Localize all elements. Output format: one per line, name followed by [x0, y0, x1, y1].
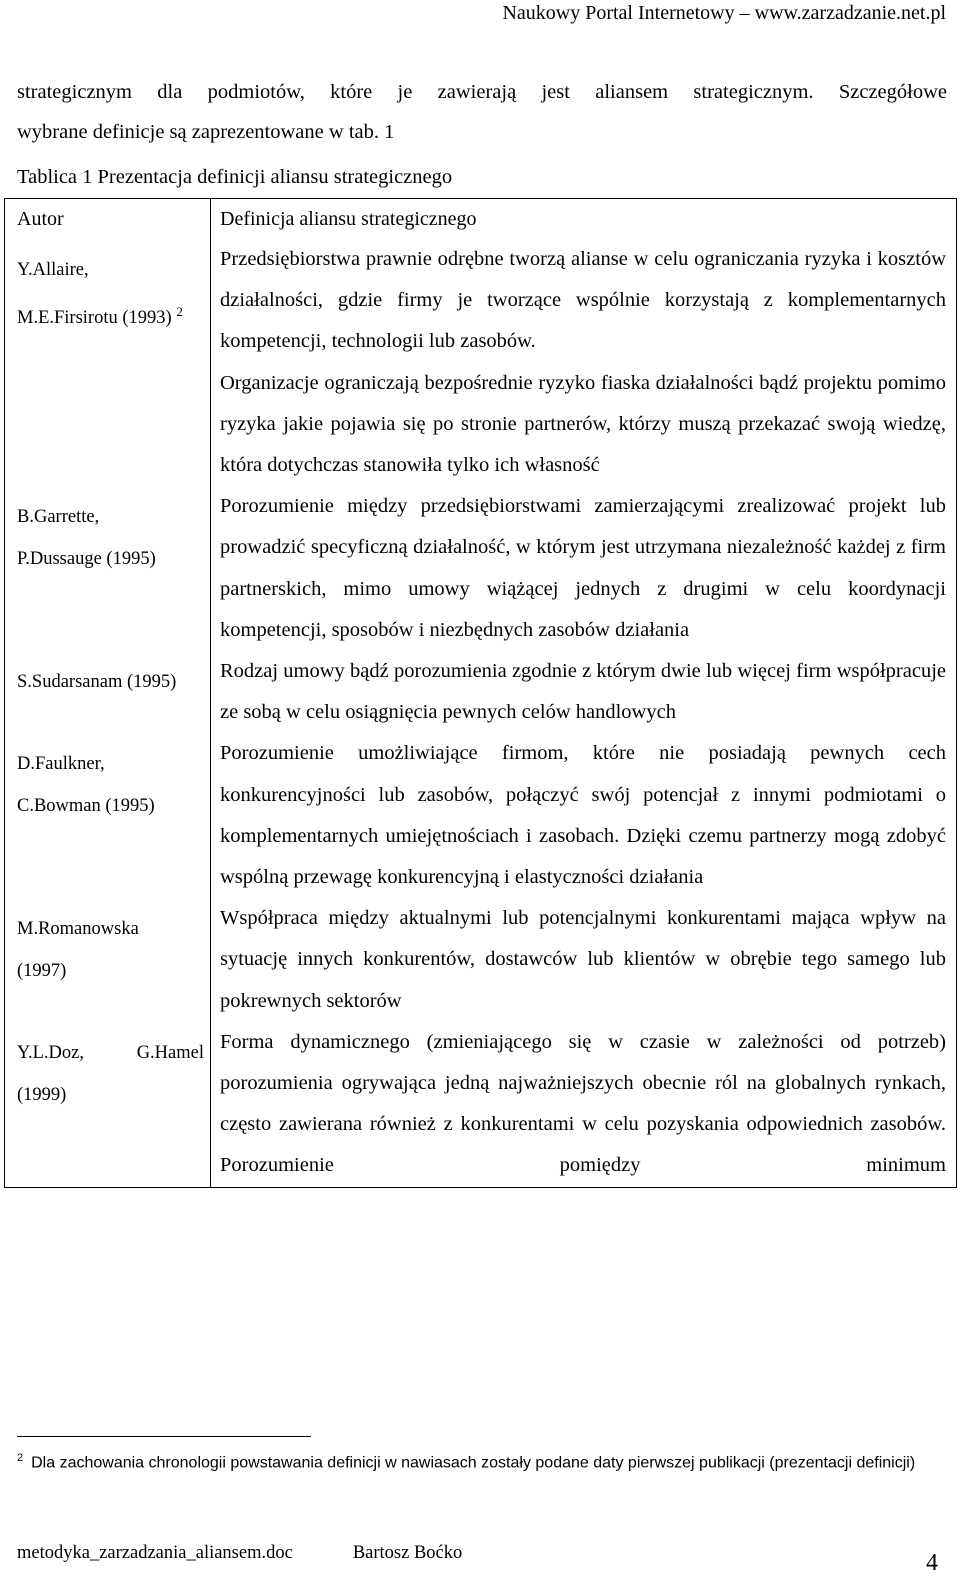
author-text: B.Garrette,	[17, 507, 100, 528]
intro-line-1: strategicznym dla podmiotów, które je zawierają jest aliansem strategicznym. Szczegółowe	[17, 81, 947, 103]
author-text: Y.Allaire,	[17, 260, 89, 280]
definition-cell	[211, 733, 957, 898]
author-line	[17, 661, 204, 703]
table-row	[5, 239, 957, 486]
definition-text: Forma dynamicznego (zmieniającego się w czasie w zależności od potrzeb) porozumienia ogrywająca jedną najważniejszych obecnie ról na globalnych rynkach, często zawierana również z konkurentami w celu pozyskania odpowiednich zasobów. Porozumienie pomiędzy minimum	[220, 1030, 946, 1177]
author-name: Y.L.Doz,	[17, 1042, 84, 1063]
definition-text: Porozumienie między przedsiębiorstwami zamierzającymi zrealizować projekt lub prowadzić specyficzną działalność, w którym jest utrzymana niezależność każdej z firm partnerskich, mimo umowy wiążącej jednych z drugimi w celu koordynacji kompetencji, sposobów i niezbędnych zasobów działania	[220, 495, 946, 641]
author-text: D.Faulkner,	[17, 754, 105, 775]
definition-cell	[211, 239, 957, 486]
header-definition: Definicja aliansu strategicznego	[211, 199, 957, 240]
author-line	[17, 538, 204, 580]
header-author: Autor	[17, 208, 64, 230]
page-number: 4	[926, 1550, 938, 1576]
definition-text: Rodzaj umowy bądź porozumienia zgodnie z którym dwie lub więcej firm współpracuje ze sobą w celu osiągnięcia pewnych celów handlowych	[220, 660, 946, 724]
author-line	[17, 950, 204, 992]
table-row	[5, 486, 957, 651]
table-row	[5, 651, 957, 733]
author-text: (1997)	[17, 961, 67, 982]
author-cell	[5, 651, 211, 733]
page-footer	[17, 1543, 462, 1564]
definition-cell	[211, 1022, 957, 1187]
footnote-reference: 2	[176, 304, 183, 319]
table-header-row	[5, 199, 957, 240]
definition-cell	[211, 651, 957, 733]
definition-cell	[211, 898, 957, 1022]
author-line	[17, 1032, 204, 1074]
author-text: M.Romanowska	[17, 919, 139, 940]
intro-line-2: wybrane definicje są zaprezentowane w tab. 1	[17, 121, 395, 143]
definition-text: Współpraca między aktualnymi lub potencjalnymi konkurentami mająca wpływ na sytuację innych konkurentów, dostawców lub klientów w obrębie tego samego lub pokrewnych sektorów	[220, 907, 946, 1012]
portal-header: Naukowy Portal Internetowy – www.zarzadzanie.net.pl	[502, 2, 946, 24]
footnote-text: Dla zachowania chronologii powstawania definicji w nawiasach zostały podane daty pierwszej publikacji (prezentacji definicji)	[31, 1454, 916, 1472]
author-text: M.E.Firsirotu (1993)	[17, 308, 172, 329]
footer-author: Bartosz Boćko	[352, 1543, 463, 1563]
author-text: S.Sudarsanam (1995)	[17, 672, 177, 693]
author-cell	[5, 898, 211, 1022]
table-caption: Tablica 1 Prezentacja definicji aliansu strategicznego	[17, 166, 453, 188]
table-row	[5, 898, 957, 1022]
table-row	[5, 1022, 957, 1187]
definitions-table	[4, 198, 957, 1188]
author-line	[17, 743, 204, 785]
author-text: P.Dussauge (1995)	[17, 549, 156, 570]
author-line	[17, 249, 204, 291]
author-text: C.Bowman (1995)	[17, 796, 155, 817]
author-line	[17, 291, 204, 339]
author-cell	[5, 239, 211, 486]
author-cell	[5, 733, 211, 898]
definition-text: Organizacje ograniczają bezpośrednie ryzyko fiaska działalności bądź projektu pomimo ryzyka jakie pojawia się po stronie partnerów, którzy muszą przekazać swoją wiedzę, która dotychczas stanowiła tylko ich własność	[220, 371, 946, 477]
author-text: (1999)	[17, 1084, 67, 1105]
author-cell	[5, 1022, 211, 1187]
table-row	[5, 733, 957, 898]
definition-text: Porozumienie umożliwiające firmom, które nie posiadają pewnych cech konkurencyjności lub zasobów, połączyć swój potencjał z innymi podmiotami o komplementarnych umiejętnościach i zasobach. Dzięki czemu partnerzy mogą zdobyć wspólną przewagę konkurencyjną i elastyczności działania	[220, 742, 946, 889]
author-name: G.Hamel	[136, 1042, 204, 1063]
author-line	[17, 908, 204, 950]
author-line	[17, 1074, 204, 1116]
footer-filename: metodyka_zarzadzania_aliansem.doc	[17, 1543, 293, 1563]
footnote	[17, 1446, 947, 1475]
intro-paragraph	[17, 72, 947, 152]
author-cell	[5, 486, 211, 651]
author-line	[17, 785, 204, 827]
definition-text: Przedsiębiorstwa prawnie odrębne tworzą alianse w celu ograniczania ryzyka i kosztów działalności, gdzie firmy je tworzące wspólnie korzystają z komplementarnych kompetencji, technologii lub zasobów.	[220, 248, 946, 353]
footnote-number: 2	[17, 1452, 24, 1464]
definition-cell	[211, 486, 957, 651]
author-line	[17, 496, 204, 538]
footnote-separator	[17, 1436, 311, 1437]
